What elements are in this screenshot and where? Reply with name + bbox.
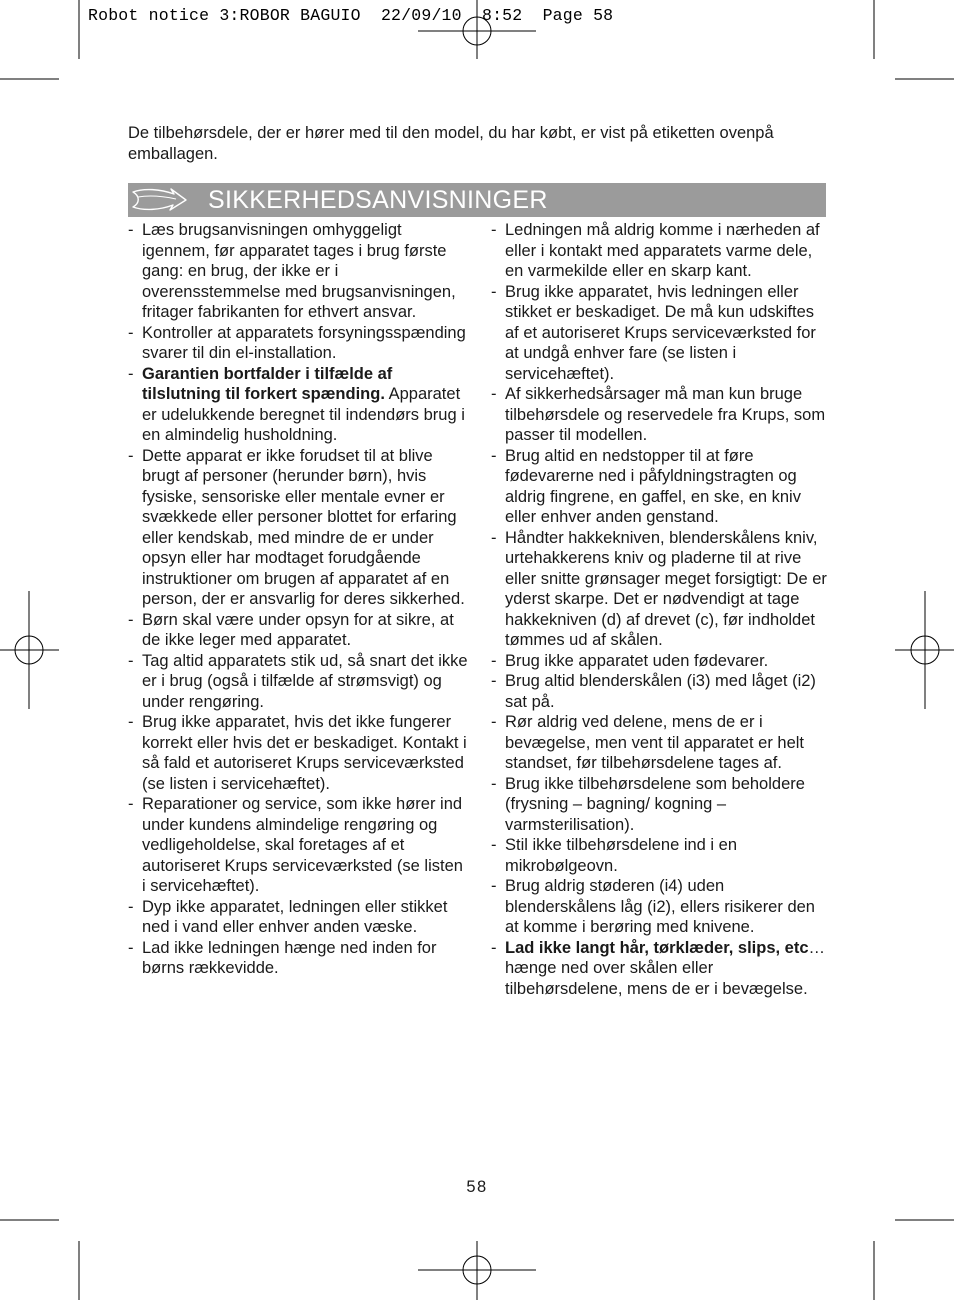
list-item: - Stil ikke tilbehørsdelene ind i en mikrobølgeovn. — [491, 836, 738, 875]
list-item: - Håndter hakkekniven, blenderskålens kniv, urtehakkerens kniv og pladerne til at rive eller snitte grønsager meget forsigtigt: De er yderst skarpe. Det er nødvendigt at tage hakkekniven (d) af drevet (c), før indholdet tømmes ud af skålen. — [491, 528, 827, 649]
list-item: - Tag altid apparatets stik ud, så snart det ikke er i brug (også i tilfælde af strømsvigt) og under rengøring. — [128, 651, 468, 711]
list-item: - Dyp ikke apparatet, ledningen eller stikket ned i vand eller enhver anden væske. — [128, 897, 448, 936]
warning-bold-text: Lad ikke langt hår, tørklæder, slips, etc — [505, 938, 809, 957]
section-banner — [128, 183, 826, 217]
list-item: - Garantien bortfalder i tilfælde af tilslutning til forkert spænding. Apparatet er udelukkende beregnet til indendørs brug i en almindelig husholdning. — [128, 364, 465, 444]
list-item: - Af sikkerhedsårsager må man kun bruge tilbehørsdele og reservedele fra Krups, som passer til modellen. — [491, 385, 826, 444]
page-number: 58 — [466, 1178, 488, 1196]
list-item: - Brug altid blenderskålen (i3) med låget (i2) sat på. — [491, 672, 816, 711]
arrow-icon — [130, 186, 190, 214]
list-item: - Læs brugsanvisningen omhyggeligt igennem, før apparatet tages i brug første gang: en brug, der ikke er i overensstemmelse med brugsanvisningen, fritager fabrikanten for ethvert ansvar. — [128, 221, 456, 321]
section-title: SIKKERHEDSANVISNINGER — [208, 186, 548, 214]
list-item: - Rør aldrig ved delene, mens de er i bevægelse, men vent til apparatet er helt standset, før tilbehørsdelene tages af. — [491, 713, 805, 772]
warning-bold-text: Garantien bortfalder i tilfælde af tilslutning til forkert spænding. — [142, 364, 393, 403]
print-slug: Robot notice 3:ROBOR BAGUIO 22/09/10 8:52 Page 58 — [88, 6, 614, 25]
list-item: - Brug ikke tilbehørsdelene som beholdere (frysning – bagning/ kogning – varmsterilisation). — [491, 774, 805, 834]
list-item: - Brug ikke apparatet, hvis ledningen eller stikket er beskadiget. De må kun udskiftes af et autoriseret Krups serviceværksted for at undgå enhver fare (se listen i servicehæftet). — [491, 282, 816, 383]
intro-text: De tilbehørsdele, der er hører med til den model, du har købt, er vist på etiketten ovenpå emballagen. — [128, 124, 774, 163]
list-item: - Lad ikke ledningen hænge ned inden for børns rækkevidde. — [128, 938, 437, 977]
safety-list-left — [128, 220, 468, 979]
list-item: - Dette apparat er ikke forudset til at blive brugt af personer (herunder børn), hvis fysiske, sensoriske eller mentale evner er svækkede eller personer blottet for erfaring eller kendskab, med mindre de er under opsyn eller har modtaget forudgående instruktioner om brugen af apparatet af en person, der er ansvarlig for deres sikkerhed. — [128, 446, 465, 608]
list-item: - Lad ikke langt hår, tørklæder, slips, etc… hænge ned over skålen eller tilbehørsdelene, mens de er i bevægelse. — [491, 938, 826, 998]
list-item: - Kontroller at apparatets forsyningsspænding svarer til din el-installation. — [128, 323, 466, 362]
list-item: - Brug aldrig støderen (i4) uden blenderskålens låg (i2), ellers risikerer den at komme i berøring med knivene. — [491, 877, 815, 936]
list-item: - Brug ikke apparatet, hvis det ikke fungerer korrekt eller hvis det er beskadiget. Kontakt i så fald et autoriseret Krups serviceværksted (se listen i servicehæftet). — [128, 713, 467, 793]
list-item: - Reparationer og service, som ikke hører ind under kundens almindelige rengøring og vedligeholdelse, skal foretages af et autoriseret Krups serviceværksted (se listen i servicehæftet). — [128, 795, 463, 895]
list-item: - Ledningen må aldrig komme i nærheden af eller i kontakt med apparatets varme dele, en varmekilde eller en skarp kant. — [491, 221, 820, 280]
safety-list-right — [491, 220, 831, 999]
list-item: - Brug ikke apparatet uden fødevarer. — [491, 651, 769, 670]
list-item: - Brug altid en nedstopper til at føre fødevarerne ned i påfyldningstragten og aldrig fingrene, en gaffel, en ske, en kniv eller enhver anden genstand. — [491, 446, 801, 526]
list-item: - Børn skal være under opsyn for at sikre, at de ikke leger med apparatet. — [128, 610, 454, 649]
